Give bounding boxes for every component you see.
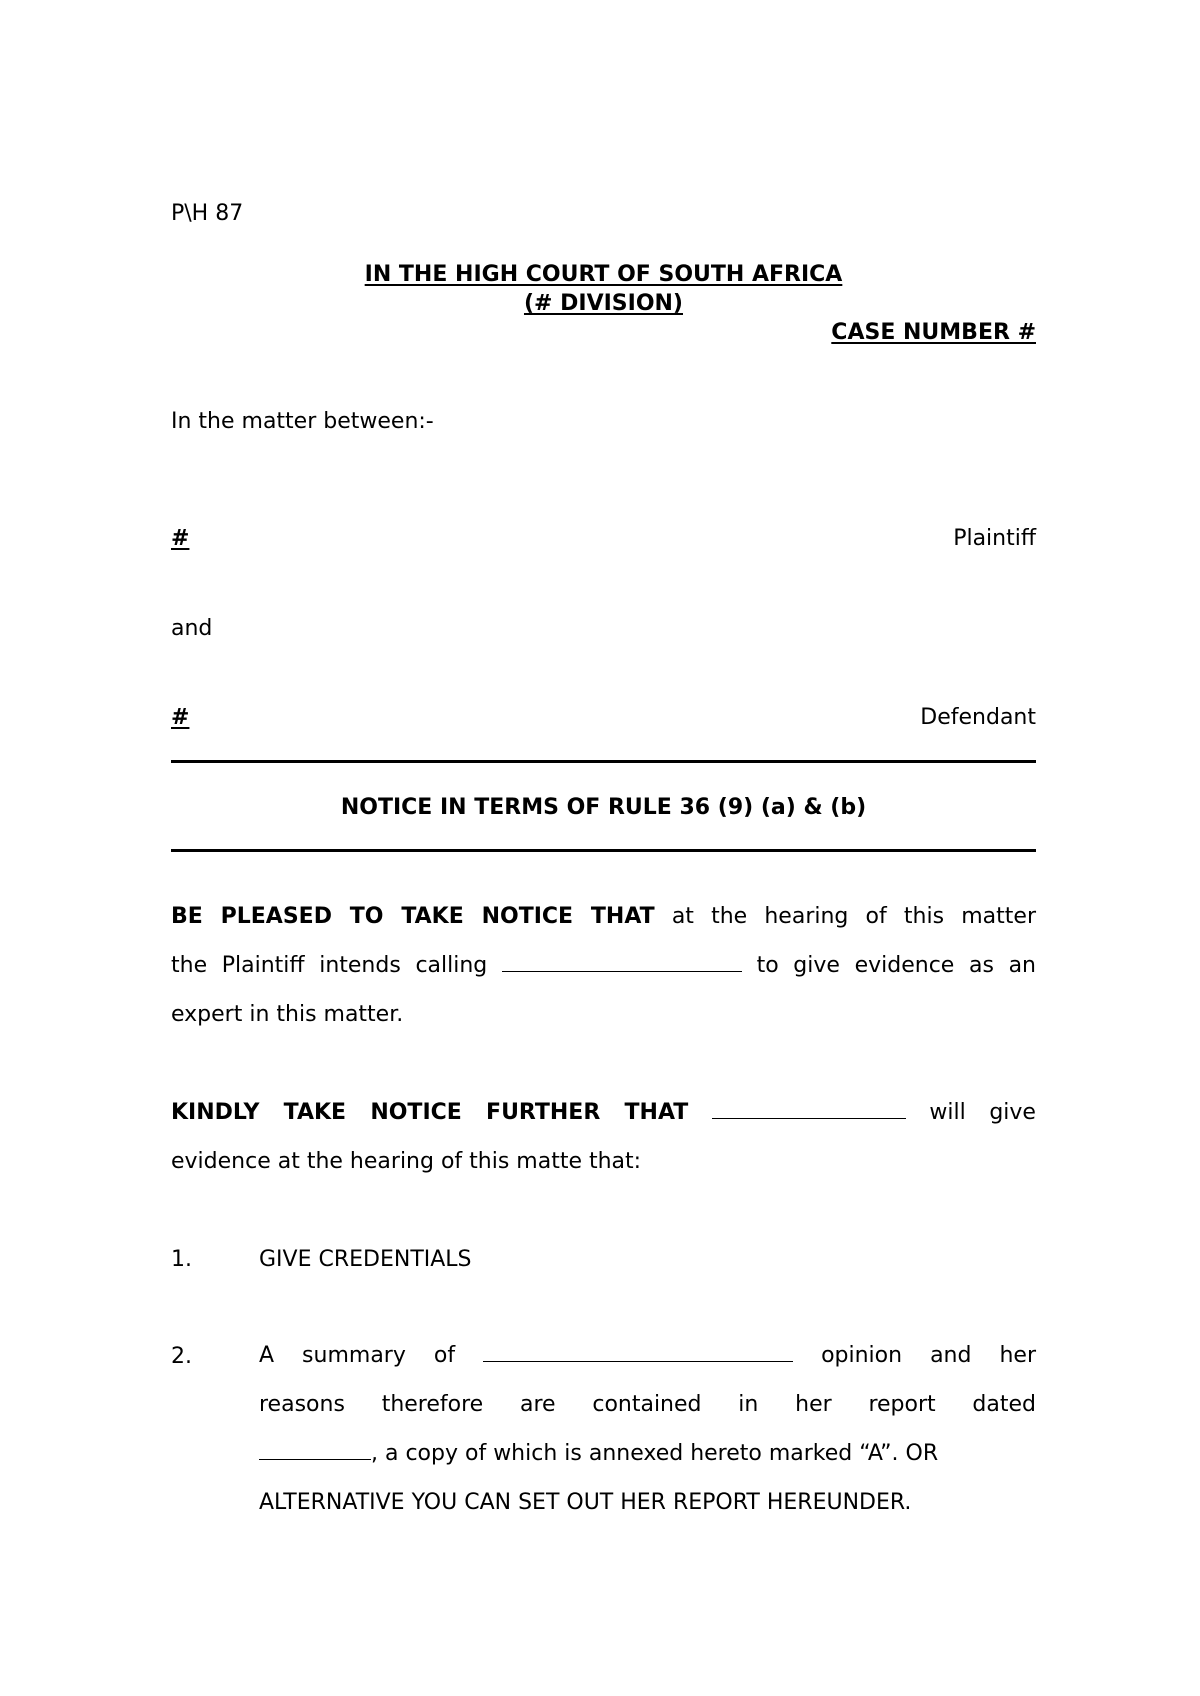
plaintiff-label: Plaintiff xyxy=(953,526,1036,551)
matter-between-label: In the matter between:- xyxy=(171,409,434,434)
title-rule-bottom xyxy=(171,849,1036,852)
paragraph-1-line-2-end: to give evidence as an xyxy=(756,953,1036,978)
item-2-line-1 xyxy=(259,1331,1036,1380)
expert-name-blank xyxy=(712,1098,906,1119)
plaintiff-name: # xyxy=(171,526,190,551)
notice-paragraph-2 xyxy=(171,1088,1036,1186)
item-1-number: 1. xyxy=(171,1247,192,1272)
item-2-line-2: reasons therefore are contained in her report dated xyxy=(259,1392,1036,1417)
title-rule-top xyxy=(171,760,1036,763)
notice-paragraph-1 xyxy=(171,892,1036,1039)
paragraph-2-bold-lead: KINDLY TAKE NOTICE FURTHER THAT xyxy=(171,1100,689,1125)
item-2-line-1-end: opinion and her xyxy=(821,1343,1036,1368)
notice-title: NOTICE IN TERMS OF RULE 36 (9) (a) & (b) xyxy=(340,795,867,820)
court-title: IN THE HIGH COURT OF SOUTH AFRICA xyxy=(364,262,843,287)
paragraph-2-line-1-end: will give xyxy=(929,1100,1036,1125)
paragraph-1-line-3: expert in this matter. xyxy=(171,1002,404,1027)
case-number: CASE NUMBER # xyxy=(831,320,1036,345)
item-2-line-4: ALTERNATIVE YOU CAN SET OUT HER REPORT HEREUNDER. xyxy=(259,1490,912,1515)
item-2-line-3 xyxy=(259,1429,1036,1478)
paragraph-1-line-2 xyxy=(171,941,1036,990)
court-division: (# DIVISION) xyxy=(523,291,683,316)
item-2-body xyxy=(259,1331,1036,1527)
paragraph-2-line-2: evidence at the hearing of this matte that: xyxy=(171,1149,642,1174)
item-2-number: 2. xyxy=(171,1344,192,1369)
expert-opinion-blank xyxy=(483,1341,793,1362)
paragraph-1-line-2-start: the Plaintiff intends calling xyxy=(171,953,488,978)
report-date-blank xyxy=(259,1439,371,1460)
paragraph-1-line-1-rest: at the hearing of this matter xyxy=(671,904,1036,929)
item-2-line-3-rest: , a copy of which is annexed hereto marked “A”. OR xyxy=(371,1441,939,1466)
defendant-name: # xyxy=(171,705,190,730)
witness-name-blank xyxy=(502,951,742,972)
item-1-text: GIVE CREDENTIALS xyxy=(259,1247,472,1272)
defendant-label: Defendant xyxy=(920,705,1036,730)
paragraph-1-bold-lead: BE PLEASED TO TAKE NOTICE THAT xyxy=(171,904,655,929)
paragraph-2-line-1 xyxy=(171,1088,1036,1137)
and-connector: and xyxy=(171,616,213,641)
paragraph-1-line-1 xyxy=(171,892,1036,941)
item-2-line-1-start: A summary of xyxy=(259,1343,456,1368)
document-reference: P\H 87 xyxy=(171,201,244,226)
